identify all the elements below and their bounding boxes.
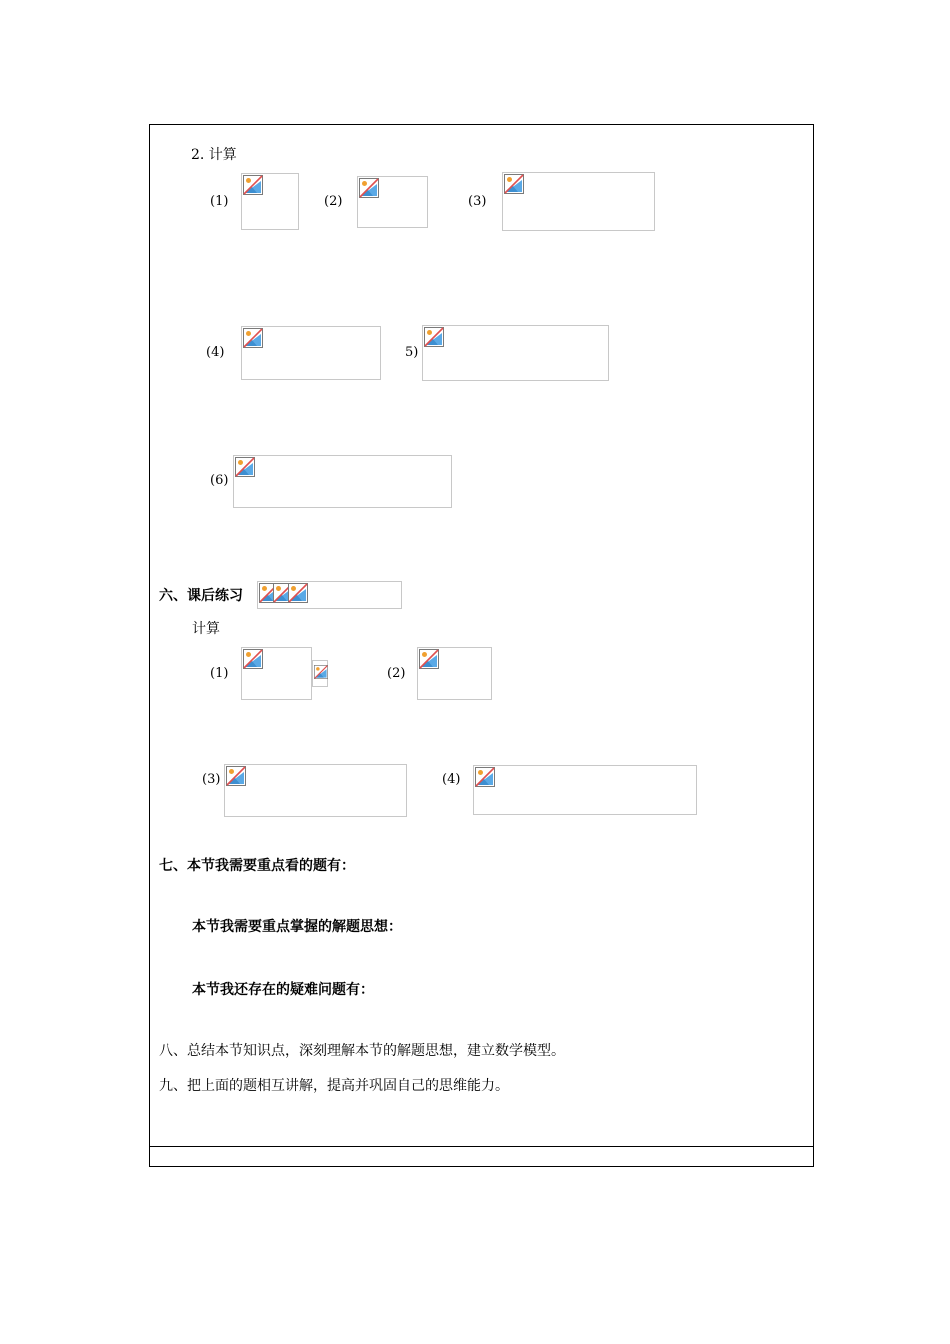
section-7-line-2: 本节我需要重点掌握的解题思想： <box>192 919 402 935</box>
exercise-image-1b <box>312 660 328 687</box>
broken-image-icon <box>243 175 263 195</box>
broken-image-icon <box>243 328 263 348</box>
section-6-heading: 六、课后练习 <box>159 588 243 604</box>
problem-label-2: (2) <box>324 194 343 209</box>
broken-image-icon <box>235 457 255 477</box>
problem-label-1: (1) <box>210 194 229 209</box>
section-7-line-3: 本节我还存在的疑难问题有： <box>192 982 374 998</box>
exercise-image-1 <box>241 647 312 700</box>
problem-label-5: 5) <box>405 345 419 360</box>
exercise-label-1: (1) <box>210 666 229 681</box>
broken-image-icon <box>288 583 308 603</box>
broken-image-icon <box>314 662 328 682</box>
broken-image-icon <box>419 649 439 669</box>
broken-image-icon <box>424 327 444 347</box>
section-7-line-1: 七、本节我需要重点看的题有： <box>159 858 355 874</box>
broken-image-icon <box>359 178 379 198</box>
exercise-image-4 <box>473 765 697 815</box>
formula-image-2 <box>357 176 428 228</box>
formula-image-6 <box>233 455 452 508</box>
section-6-subtitle: 计算 <box>192 621 220 637</box>
broken-image-icon <box>226 766 246 786</box>
exercise-label-4: (4) <box>442 772 461 787</box>
heading-formula-image <box>257 581 402 609</box>
problem-label-4: (4) <box>206 345 225 360</box>
exercise-label-3: (3) <box>202 772 221 787</box>
problem-label-6: (6) <box>210 473 229 488</box>
section-2-title: 2. 计算 <box>191 147 237 163</box>
formula-image-5 <box>422 325 609 381</box>
section-9-text: 九、把上面的题相互讲解，提高并巩固自己的思维能力。 <box>159 1078 509 1094</box>
frame-bottom-rule <box>149 1146 814 1147</box>
formula-image-1 <box>241 173 299 230</box>
document-frame <box>149 124 814 1167</box>
exercise-image-3 <box>224 764 407 817</box>
section-8-text: 八、总结本节知识点，深刻理解本节的解题思想，建立数学模型。 <box>159 1043 565 1059</box>
broken-image-icon <box>475 767 495 787</box>
broken-image-icon <box>504 174 524 194</box>
formula-image-4 <box>241 326 381 380</box>
exercise-label-2: (2) <box>387 666 406 681</box>
broken-image-icon <box>243 649 263 669</box>
problem-label-3: (3) <box>468 194 487 209</box>
formula-image-3 <box>502 172 655 231</box>
exercise-image-2 <box>417 647 492 700</box>
